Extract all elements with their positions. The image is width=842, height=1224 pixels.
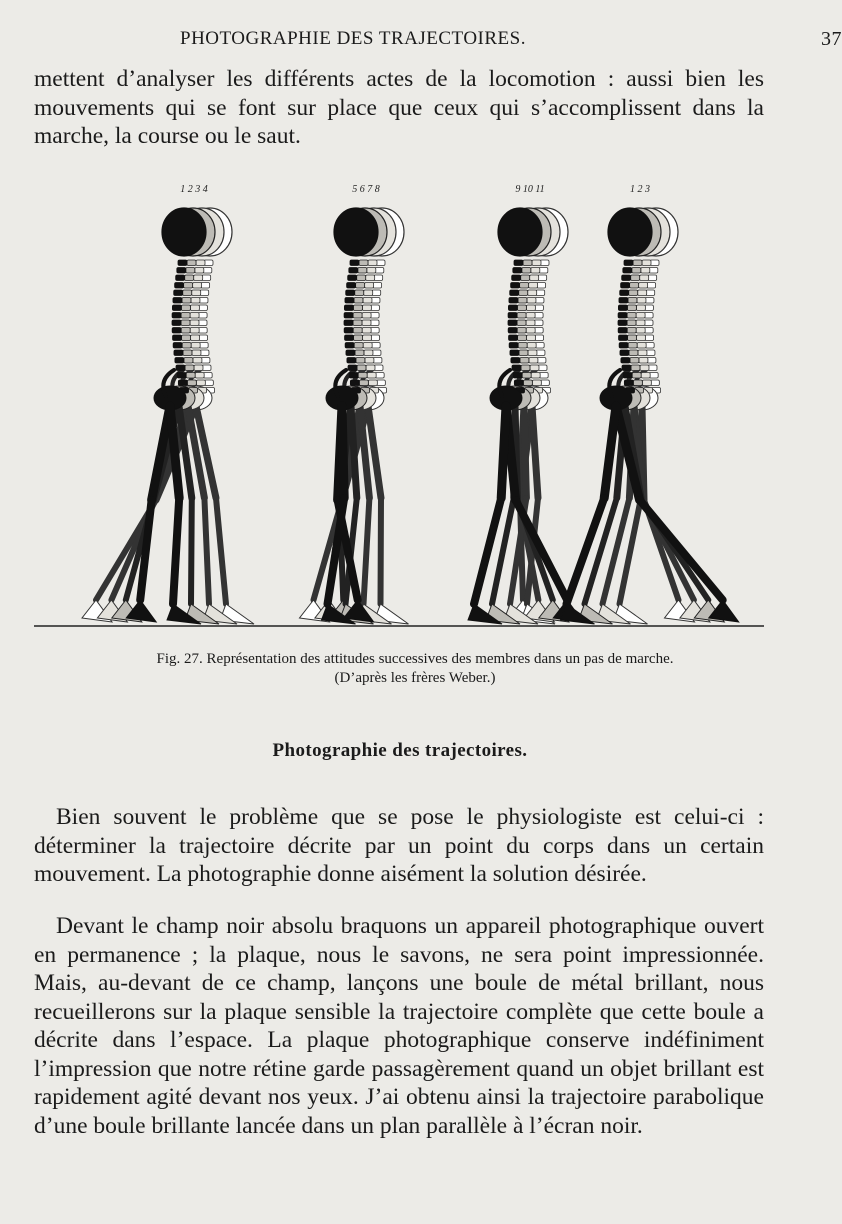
vertebra [193,358,202,364]
vertebra [641,373,650,379]
vertebra [513,268,522,274]
vertebra [509,298,518,304]
vertebra [366,275,375,281]
vertebra [190,313,199,319]
vertebra [344,320,353,326]
vertebra [527,298,536,304]
femur [342,406,344,498]
vertebra [363,343,372,349]
vertebra [628,298,637,304]
vertebra [178,260,187,266]
vertebra [356,283,365,289]
vertebra [526,320,535,326]
vertebra [530,275,539,281]
vertebra [345,298,354,304]
vertebra [619,343,628,349]
vertebra [526,305,535,311]
vertebra [513,373,522,379]
vertebra [346,350,355,356]
vertebra [642,380,651,386]
vertebra [641,268,650,274]
vertebra [621,358,630,364]
vertebra [624,260,633,266]
vertebra [192,350,201,356]
vertebra [518,335,527,341]
vertebra [173,335,182,341]
page-number: 37 [821,28,842,50]
body-paragraph-2: Devant le champ noir absolu braquons un appareil photographique ouvert en permanence ; la plaque, nous le savons, ne sera point impressionnée. Mais, au-devant de ce champ, lançons une boule de métal brillant, nous recueillerons sur la plaque sensible la trajectoire complète que cette boule a décrite dans l’espace. La plaque photographique conserve indéfiniment l’impression que notre rétine garde passagèrement quand un objet brillant est rapidement agité devant nos yeux. J’ai obtenu ainsi la trajectoire parabolique d’une boule brillante lancée dans un plan parallèle à l’écran noir. [34,913,764,1139]
vertebra [181,328,190,334]
vertebra [173,298,182,304]
vertebra [345,343,354,349]
vertebra [523,380,532,386]
vertebra [631,275,640,281]
vertebra [623,268,632,274]
vertebra [349,373,358,379]
vertebra [363,335,372,341]
femur [604,406,616,498]
vertebra [621,283,630,289]
header-title: PHOTOGRAPHIE DES TRAJECTOIRES. [180,28,526,49]
vertebra [364,350,373,356]
vertebra [514,380,523,386]
vertebra [530,365,539,371]
vertebra [618,320,627,326]
vertebra [182,335,191,341]
vertebra [187,380,196,386]
vertebra [636,328,645,334]
vertebra [357,275,366,281]
vertebra [638,350,647,356]
vertebra [511,283,520,289]
vertebra [190,320,199,326]
vertebra [192,290,201,296]
vertebra [619,298,628,304]
vertebra [356,358,365,364]
vertebra [362,313,371,319]
vertebra [355,290,364,296]
vertebra [354,335,363,341]
vertebra [518,298,527,304]
vertebra [512,365,521,371]
vertebra [510,290,519,296]
vertebra [627,305,636,311]
vertebra [364,290,373,296]
tibia [381,498,382,604]
vertebra [346,290,355,296]
vertebra [514,260,523,266]
vertebra [172,320,181,326]
vertebra [347,283,356,289]
vertebra [519,350,528,356]
vertebra [517,313,526,319]
vertebra [195,373,204,379]
vertebra [177,373,186,379]
vertebra [172,313,181,319]
vertebra [526,313,535,319]
vertebra [195,268,204,274]
vertebra [190,305,199,311]
vertebra [630,358,639,364]
vertebra [191,298,200,304]
vertebra [628,343,637,349]
figure-label: 1 2 3 4 [180,184,208,195]
vertebra [354,343,363,349]
vertebra [637,298,646,304]
vertebra [517,328,526,334]
vertebra [618,305,627,311]
vertebra [176,275,185,281]
tibia [140,500,151,600]
vertebra [365,358,374,364]
vertebra [358,268,367,274]
tibia [364,498,370,604]
vertebra [508,305,517,311]
vertebra [348,365,357,371]
vertebra [194,275,203,281]
vertebra [177,268,186,274]
vertebra [353,313,362,319]
figure-label: 9 10 11 [515,184,545,195]
vertebra [532,260,541,266]
vertebra [172,305,181,311]
vertebra [367,373,376,379]
vertebra [510,350,519,356]
vertebra [368,380,377,386]
vertebra [528,290,537,296]
vertebra [358,373,367,379]
vertebra [618,313,627,319]
vertebra [523,260,532,266]
vertebra [359,260,368,266]
vertebra [362,328,371,334]
vertebra [355,350,364,356]
vertebra [639,283,648,289]
vertebra [509,335,518,341]
vertebra [642,260,651,266]
vertebra [367,268,376,274]
vertebra [622,365,631,371]
vertebra [627,320,636,326]
vertebra [182,343,191,349]
vertebra [187,260,196,266]
skull [334,208,378,256]
vertebra [176,365,185,371]
vertebra [633,380,642,386]
vertebra [638,290,647,296]
caption-line-2: (D’après les frères Weber.) [334,670,496,686]
vertebra [622,275,631,281]
vertebra [629,350,638,356]
vertebra [174,350,183,356]
vertebra [196,260,205,266]
vertebra [344,328,353,334]
skull [498,208,542,256]
vertebra [354,298,363,304]
vertebra [521,365,530,371]
vertebra [529,358,538,364]
section-heading: Photographie des trajectoires. [272,740,528,761]
vertebra [350,380,359,386]
vertebra [531,373,540,379]
femur [532,406,538,498]
vertebra [618,328,627,334]
vertebra [366,365,375,371]
vertebra [521,275,530,281]
vertebra [620,350,629,356]
vertebra [508,328,517,334]
vertebra [520,358,529,364]
vertebra [368,260,377,266]
vertebra [522,268,531,274]
vertebra [181,320,190,326]
vertebra [637,343,646,349]
vertebra [636,313,645,319]
tibia [191,498,192,604]
vertebra [633,260,642,266]
running-header [180,28,842,54]
vertebra [196,380,205,386]
vertebra [623,373,632,379]
vertebra [639,358,648,364]
vertebra [619,335,628,341]
tibia [173,498,179,604]
vertebra [528,350,537,356]
vertebra [350,260,359,266]
caption-line-1: Fig. 27. Représentation des attitudes successives des membres dans un pas de marche. [156,651,674,667]
vertebra [186,373,195,379]
vertebra [527,343,536,349]
vertebra [344,305,353,311]
vertebra [640,365,649,371]
vertebra [620,290,629,296]
vertebra [194,365,203,371]
tibia [204,498,209,604]
vertebra [517,305,526,311]
body-paragraph-1: Bien souvent le problème que se pose le physiologiste est celui-ci : déterminer la trajectoire décrite par un point du corps dans un certain mouvement. La photographie donne aisément la solution désirée. [34,804,764,887]
vertebra [629,290,638,296]
vertebra [348,275,357,281]
figure-label: 1 2 3 [630,184,650,195]
tibia [640,500,723,600]
vertebra [184,358,193,364]
vertebra [512,275,521,281]
vertebra [174,290,183,296]
vertebra [359,380,368,386]
vertebra [627,328,636,334]
vertebra [508,320,517,326]
vertebra [631,365,640,371]
vertebra [362,320,371,326]
vertebra [531,268,540,274]
vertebra [518,343,527,349]
vertebra [345,335,354,341]
vertebra [181,313,190,319]
vertebra [632,373,641,379]
vertebra [640,275,649,281]
skull [162,208,206,256]
vertebra [183,290,192,296]
vertebra [173,343,182,349]
vertebra [508,313,517,319]
vertebra [627,313,636,319]
vertebra [517,320,526,326]
femur [524,406,526,498]
skull [608,208,652,256]
vertebra [636,320,645,326]
vertebra [519,290,528,296]
vertebra [362,305,371,311]
vertebra [628,335,637,341]
vertebra [636,305,645,311]
vertebra [193,283,202,289]
vertebra [526,328,535,334]
vertebra [353,320,362,326]
vertebra [191,343,200,349]
vertebra [347,358,356,364]
vertebra [353,328,362,334]
vertebra [529,283,538,289]
vertebra [532,380,541,386]
vertebra [357,365,366,371]
figure-caption [70,650,760,688]
figure-label: 5 6 7 8 [352,184,380,195]
vertebra [178,380,187,386]
tibia [216,498,226,604]
vertebra [637,335,646,341]
vertebra [520,283,529,289]
vertebra [181,305,190,311]
intro-paragraph: mettent d’analyser les différents actes de la locomotion : aussi bien les mouvements qui se font sur place que ceux qui s’accomplissent dans la marche, la course ou le saut. [34,66,764,149]
vertebra [182,298,191,304]
vertebra [344,313,353,319]
vertebra [632,268,641,274]
vertebra [365,283,374,289]
vertebra [353,305,362,311]
vertebra [175,283,184,289]
vertebra [349,268,358,274]
vertebra [509,343,518,349]
vertebra [172,328,181,334]
vertebra [186,268,195,274]
vertebra [183,350,192,356]
femur [501,406,506,498]
vertebra [363,298,372,304]
vertebra [527,335,536,341]
vertebra [191,335,200,341]
vertebra [511,358,520,364]
vertebra [624,380,633,386]
vertebra [185,275,194,281]
vertebra [522,373,531,379]
vertebra [185,365,194,371]
vertebra [190,328,199,334]
vertebra [184,283,193,289]
skeleton-walk-figure [34,180,764,640]
vertebra [630,283,639,289]
vertebra [175,358,184,364]
